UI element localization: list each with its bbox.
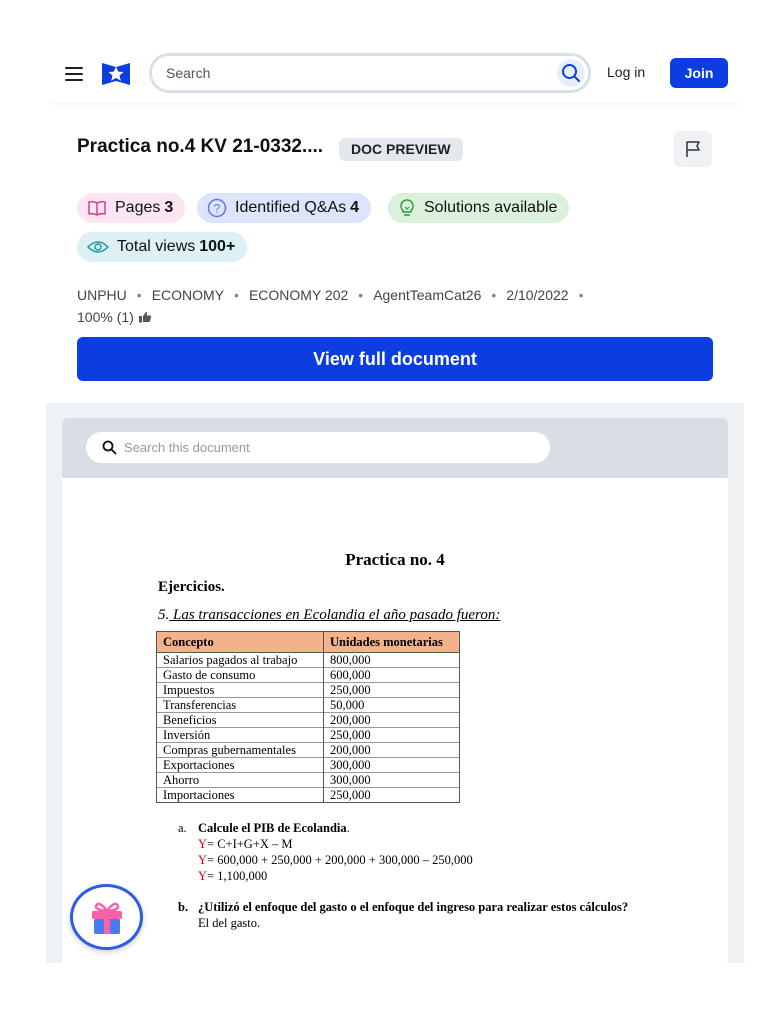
question-icon — [207, 198, 227, 218]
login-link[interactable]: Log in — [607, 64, 646, 80]
viewer-toolbar — [62, 418, 728, 478]
table-cell: 200,000 — [324, 713, 460, 728]
thumbs-up-icon — [138, 311, 152, 323]
rating-value: 100% (1) — [77, 309, 134, 325]
table-row — [157, 728, 460, 743]
table-cell: 200,000 — [324, 743, 460, 758]
document-search — [86, 432, 550, 463]
qa-formula-line — [178, 836, 473, 852]
document-search-input[interactable] — [124, 432, 524, 463]
table-row — [157, 683, 460, 698]
qa-line3: = 1,100,000 — [207, 869, 268, 883]
qa-y: Y — [198, 869, 208, 883]
qa-question-end: . — [346, 821, 350, 835]
top-header — [46, 40, 744, 102]
logo-icon[interactable] — [101, 60, 131, 88]
q5-number: 5. — [158, 607, 170, 623]
document-viewer — [46, 403, 744, 963]
table-cell: 250,000 — [324, 788, 460, 803]
table-cell: 600,000 — [324, 668, 460, 683]
search-button[interactable] — [557, 59, 585, 87]
search-input[interactable] — [166, 56, 526, 90]
table-cell: Beneficios — [157, 713, 324, 728]
solutions-chip — [388, 193, 569, 223]
search-bar — [149, 53, 591, 93]
svg-text:?: ? — [213, 201, 221, 216]
table-row — [157, 698, 460, 713]
table-cell: Inversión — [157, 728, 324, 743]
doc-question-b — [178, 899, 634, 931]
transactions-table — [156, 631, 460, 803]
meta-subject-link[interactable]: ECONOMY — [151, 287, 225, 303]
qa-formula-line — [178, 868, 473, 884]
document-page — [62, 478, 728, 963]
table-cell: Salarios pagados al trabajo — [157, 653, 324, 668]
report-button[interactable] — [674, 131, 712, 167]
qa-formula-line — [178, 852, 473, 868]
qb-item-label: b. — [178, 900, 189, 914]
qb-question: ¿Utilizó el enfoque del gasto o el enfoque del ingreso para realizar estos cálculos? — [198, 900, 629, 914]
join-button[interactable]: Join — [670, 58, 728, 88]
qa-item-label: a. — [178, 821, 187, 835]
gift-icon — [87, 897, 127, 937]
table-cell: 50,000 — [324, 698, 460, 713]
views-chip — [77, 232, 247, 262]
doc-question-a — [178, 820, 473, 884]
qa-line2: = 600,000 + 250,000 + 200,000 + 300,000 – 250,000 — [207, 853, 473, 867]
doc-page-title: Practica no. 4 — [345, 550, 445, 569]
table-row — [157, 788, 460, 803]
gift-button[interactable] — [70, 884, 143, 950]
table-cell: 250,000 — [324, 683, 460, 698]
pages-chip — [77, 193, 185, 223]
views-label: Total views — [117, 238, 196, 255]
meta-school-link[interactable]: UNPHU — [77, 287, 127, 303]
qa-line1: = C+I+G+X – M — [207, 837, 293, 851]
q5-text: Las transacciones en Ecolandia el año pasado fueron: — [169, 607, 501, 623]
table-cell: 800,000 — [324, 653, 460, 668]
table-cell: 300,000 — [324, 773, 460, 788]
page-title: Practica no.4 KV 21-0332.... — [77, 136, 324, 157]
table-cell: Importaciones — [157, 788, 324, 803]
qa-chip — [197, 193, 371, 223]
search-icon — [561, 63, 581, 83]
meta-date: 2/10/2022 — [506, 287, 569, 303]
eye-icon — [87, 239, 109, 255]
table-cell: 250,000 — [324, 728, 460, 743]
qa-question: Calcule el PIB de Ecolandia — [198, 821, 347, 835]
table-cell: 300,000 — [324, 758, 460, 773]
lightbulb-icon — [398, 198, 416, 218]
meta-author-link[interactable]: AgentTeamCat26 — [373, 287, 482, 303]
table-cell: Impuestos — [157, 683, 324, 698]
rating — [77, 306, 152, 328]
view-full-document-button[interactable]: View full document — [77, 337, 713, 381]
table-row — [157, 758, 460, 773]
pages-value: 3 — [164, 199, 174, 216]
meta-course-link[interactable]: ECONOMY 202 — [248, 287, 349, 303]
flag-icon — [684, 140, 702, 158]
table-cell: Transferencias — [157, 698, 324, 713]
doc-section-heading: Ejercicios. — [158, 579, 225, 595]
menu-icon[interactable] — [65, 67, 83, 81]
table-row — [157, 713, 460, 728]
qa-label: Identified Q&As — [235, 199, 347, 216]
search-icon — [102, 440, 117, 455]
qa-y: Y — [198, 837, 208, 851]
table-row — [157, 668, 460, 683]
table-cell: Exportaciones — [157, 758, 324, 773]
table-row — [157, 743, 460, 758]
table-cell: Gasto de consumo — [157, 668, 324, 683]
table-header: Concepto — [157, 632, 324, 653]
table-cell: Compras gubernamentales — [157, 743, 324, 758]
solutions-label: Solutions available — [424, 199, 558, 216]
document-meta: UNPHU • ECONOMY • ECONOMY 202 • AgentTeamCat26 • 2/10/2022 • 100% (1) — [77, 284, 677, 328]
doc-question-5 — [158, 607, 500, 624]
qb-answer: El del gasto. — [198, 916, 261, 930]
table-row — [157, 773, 460, 788]
table-header: Unidades monetarias — [324, 632, 460, 653]
doc-preview-badge: DOC PREVIEW — [339, 138, 463, 161]
qa-value: 4 — [350, 199, 360, 216]
qa-y: Y — [198, 853, 208, 867]
pages-label: Pages — [115, 199, 161, 216]
table-row — [157, 653, 460, 668]
book-icon — [87, 199, 107, 217]
table-cell: Ahorro — [157, 773, 324, 788]
views-value: 100+ — [199, 238, 236, 255]
